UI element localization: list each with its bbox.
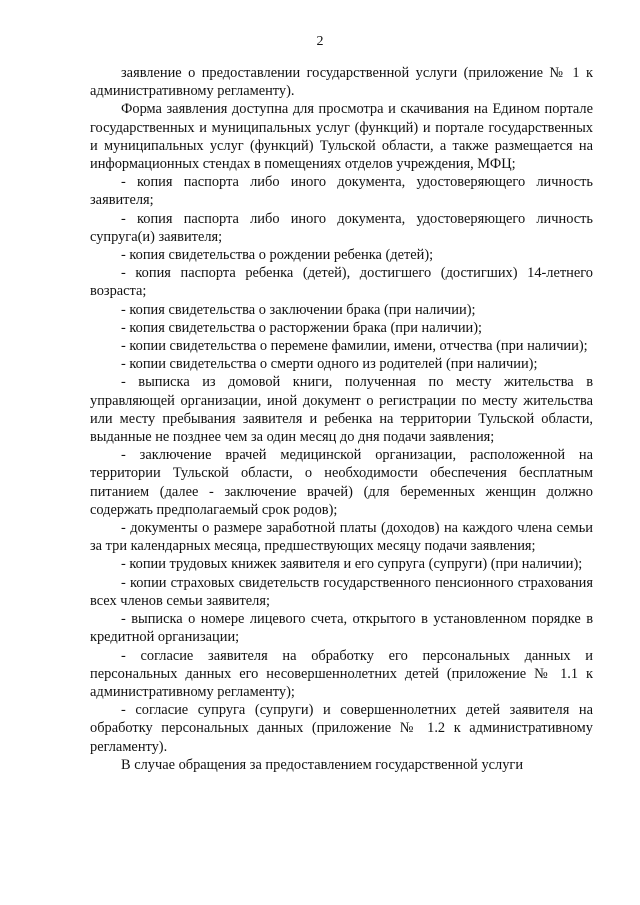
list-item-passport-applicant: - копия паспорта либо иного документа, удостоверяющего личность заявителя; (90, 174, 593, 209)
list-item-consent-applicant: - согласие заявителя на обработку его персональных данных и персональных данных его несовершеннолетних детей (приложение № 1.1 к административному регламенту); (90, 647, 593, 700)
list-item-pension-insurance: - копии страховых свидетельств государственного пенсионного страхования всех членов семьи заявителя; (90, 574, 593, 609)
list-item-consent-family: - согласие супруга (супруги) и совершеннолетних детей заявителя на обработку персональных данных (приложение № 1.2 к административному регламенту). (90, 702, 593, 755)
list-item-divorce-certificate: - копия свидетельства о расторжении брака (при наличии); (121, 319, 483, 336)
list-item-child-passport: - копия паспорта ребенка (детей), достигшего (достигших) 14-летнего возраста; (90, 265, 593, 300)
page-number: 2 (316, 34, 324, 49)
list-item-marriage-certificate: - копия свидетельства о заключении брака (при наличии); (121, 301, 476, 318)
document-body (90, 64, 593, 774)
list-item-employment-records: - копии трудовых книжек заявителя и его супруга (супруги) (при наличии); (121, 556, 583, 573)
list-item-name-change-certificate: - копии свидетельства о перемене фамилии, имени, отчества (при наличии); (121, 338, 588, 355)
paragraph-application: заявление о предоставлении государственной услуги (приложение № 1 к административному регламенту). (90, 65, 593, 100)
paragraph-form-availability: Форма заявления доступна для просмотра и скачивания на Едином портале государственных и муниципальных услуг (функций) и портале государственных и муниципальных услуг (функций) Тульской области, а также размещается на информационных стендах в помещениях отделов учреждения, МФЦ; (90, 101, 593, 173)
list-item-death-certificate: - копии свидетельства о смерти одного из родителей (при наличии); (121, 356, 538, 373)
list-item-medical-conclusion: - заключение врачей медицинской организации, расположенной на территории Тульской области, о необходимости обеспечения бесплатным питанием (далее - заключение врачей) (для беременных женщин должно содержать предполагаемый срок родов); (90, 447, 593, 518)
list-item-passport-spouse: - копия паспорта либо иного документа, удостоверяющего личность супруга(и) заявителя; (90, 210, 593, 245)
list-item-house-register-extract: - выписка из домовой книги, полученная по месту жительства в управляющей организации, иной документ о регистрации по месту жительства или месту пребывания заявителя и ребенка на территории Тульской области, выданные не позднее чем за один месяц до дня подачи заявления; (90, 374, 593, 446)
list-item-income-documents: - документы о размере заработной платы (доходов) на каждого члена семьи за три календарных месяца, предшествующих месяцу подачи заявления; (90, 520, 593, 555)
paragraph-continuation: В случае обращения за предоставлением государственной услуги (121, 756, 524, 773)
list-item-bank-account: - выписка о номере лицевого счета, открытого в установленном порядке в кредитной организации; (90, 611, 593, 646)
list-item-birth-certificate: - копия свидетельства о рождении ребенка (детей); (121, 247, 434, 264)
